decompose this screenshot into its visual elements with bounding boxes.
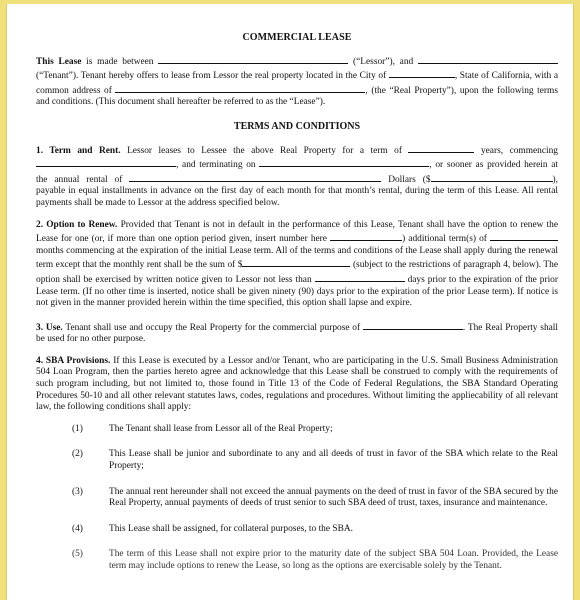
condition-number: (3) — [72, 486, 83, 497]
section-1-text-5: Dollars ($ — [381, 174, 431, 185]
commercial-purpose-blank[interactable] — [363, 320, 463, 330]
sba-condition-2 — [36, 449, 558, 472]
condition-text: This Lease shall be junior and subordinate to any and all deeds of trust in favor of the SBA which relate to the Real Property; — [109, 449, 558, 472]
section-2-heading: 2. Option to Renew. — [36, 219, 118, 230]
notice-days-blank[interactable] — [315, 272, 405, 282]
section-3-text-2: . The Real Property shall be used for no other purpose. — [36, 322, 558, 345]
option-count-blank[interactable] — [330, 231, 402, 241]
address-blank[interactable] — [115, 83, 365, 93]
condition-text: The Tenant shall lease from Lessor all of the Real Property; — [109, 423, 333, 434]
condition-number: (4) — [72, 523, 83, 534]
sba-condition-3 — [36, 487, 558, 510]
section-4-heading: 4. SBA Provisions. — [36, 355, 111, 366]
section-use — [36, 320, 558, 346]
annual-rental-words-blank[interactable] — [129, 172, 381, 182]
document-page — [6, 4, 574, 600]
section-1-text-4: , or sooner as provided herein at the annual rental of — [36, 160, 558, 185]
condition-text: The term of this Lease shall not expire prior to the maturity date of the subject SBA 504 Loan. Provided, the Lease term may include options to renew the Lease, so long as the options are exercisable solely by the Tenant. — [109, 549, 558, 571]
condition-number: (1) — [72, 423, 83, 434]
intro-paragraph — [36, 54, 558, 109]
term-years-blank[interactable] — [408, 143, 474, 153]
section-1-text-3: , and terminating on — [176, 160, 260, 171]
section-2-text-2: ) additional term(s) of — [402, 234, 490, 245]
intro-lead: This Lease — [36, 56, 82, 67]
section-1-text-2: years, commencing — [474, 145, 558, 156]
condition-number: (2) — [72, 449, 83, 460]
section-1-heading: 1. Term and Rent. — [36, 145, 121, 156]
tenant-name-blank[interactable] — [418, 54, 558, 64]
renewal-rent-blank[interactable] — [242, 257, 350, 267]
sba-condition-5 — [36, 549, 558, 572]
condition-number: (5) — [72, 549, 83, 560]
section-3-heading: 3. Use. — [36, 322, 63, 333]
intro-text-1: is made between — [81, 56, 159, 67]
sba-condition-4 — [36, 524, 558, 536]
intro-text-4: , State of California, with a common address of — [36, 71, 558, 96]
intro-text-3: (“Tenant”). Tenant hereby offers to lease from Lessor the real property located in the City of — [36, 71, 389, 82]
terminating-date-blank[interactable] — [259, 157, 429, 167]
section-1-text-6: ), payable in equal installments in advance on the first day of each month for that month’s rental, during the term of this Lease. All rental payments shall be made to Lessor at the address specified below. — [36, 174, 558, 208]
section-3-text-1: Tenant shall use and occupy the Real Property for the commercial purpose of — [62, 322, 363, 333]
intro-text-2: (“Lessor”), and — [348, 56, 418, 67]
section-option-to-renew — [36, 220, 558, 310]
lease-document — [36, 32, 558, 587]
terms-subtitle: TERMS AND CONDITIONS — [233, 120, 361, 132]
condition-text: The annual rent hereunder shall not exceed the annual payments on the deed of trust in favor of the SBA secured by the Real Property, annual payments of deeds of trust senior to such SBA deed of trust, taxes, insurance and maintenance. — [109, 486, 558, 509]
section-2-text-3: months commencing at the expiration of the initial Lease term. All of the terms and conditions of the Lease shall apply during the renewal term except that the monthly rent shall be the sum of $ — [36, 245, 558, 271]
lessor-name-blank[interactable] — [158, 54, 348, 64]
sba-condition-1 — [36, 424, 558, 436]
intro-text-5: , (the “Real Property”), upon the following terms and conditions. (This document shall hereafter be referred to as the “Lease”). — [36, 85, 558, 108]
section-term-and-rent — [36, 143, 558, 210]
annual-rental-amount-blank[interactable] — [431, 172, 553, 182]
section-1-text-1: Lessor leases to Lessee the above Real Property for a term of — [120, 145, 409, 156]
condition-text: This Lease shall be assigned, for collateral purposes, to the SBA. — [109, 523, 353, 534]
section-2-text-5: days prior to the expiration of the prior Lease term. (If no other time is inserted, notice shall be given ninety (90) days prior to the expiration of the prior Lease term). If notice is not given in the manner provided herein within the time specified, this option shall lapse and expire. — [36, 274, 558, 309]
commencing-date-blank[interactable] — [36, 157, 176, 167]
section-2-text-4: (subject to the restrictions of paragraph 4, below). The option shall be exercised by written notice given to Lessor not less than — [36, 260, 558, 285]
renewal-months-blank[interactable] — [490, 231, 558, 241]
section-sba-provisions — [36, 356, 558, 414]
section-2-text-1: Provided that Tenant is not in default in the performance of this Lease, Tenant shall have the option to renew the Lease for one (or, if more than one option period given, insert number here — [36, 219, 559, 245]
section-4-text-1: If this Lease is executed by a Lessor and/or Tenant, who are participating in the U.S. Small Business Administration 504 Loan Program, then the parties hereto agree and acknowledge that this Lease shall be construed to comply with the requirements of such program including, but not limited to, those found in Title 13 of the Code of Federal Regulations, the SBA Standard Operating Procedures 50-10 and all other relevant statutes laws, codes, regulations and procedures. Without limiting the appliecability of all relevant law, the following conditions shall apply: — [36, 355, 558, 413]
document-title: COMMERCIAL LEASE — [242, 32, 352, 43]
city-blank[interactable] — [389, 68, 455, 78]
